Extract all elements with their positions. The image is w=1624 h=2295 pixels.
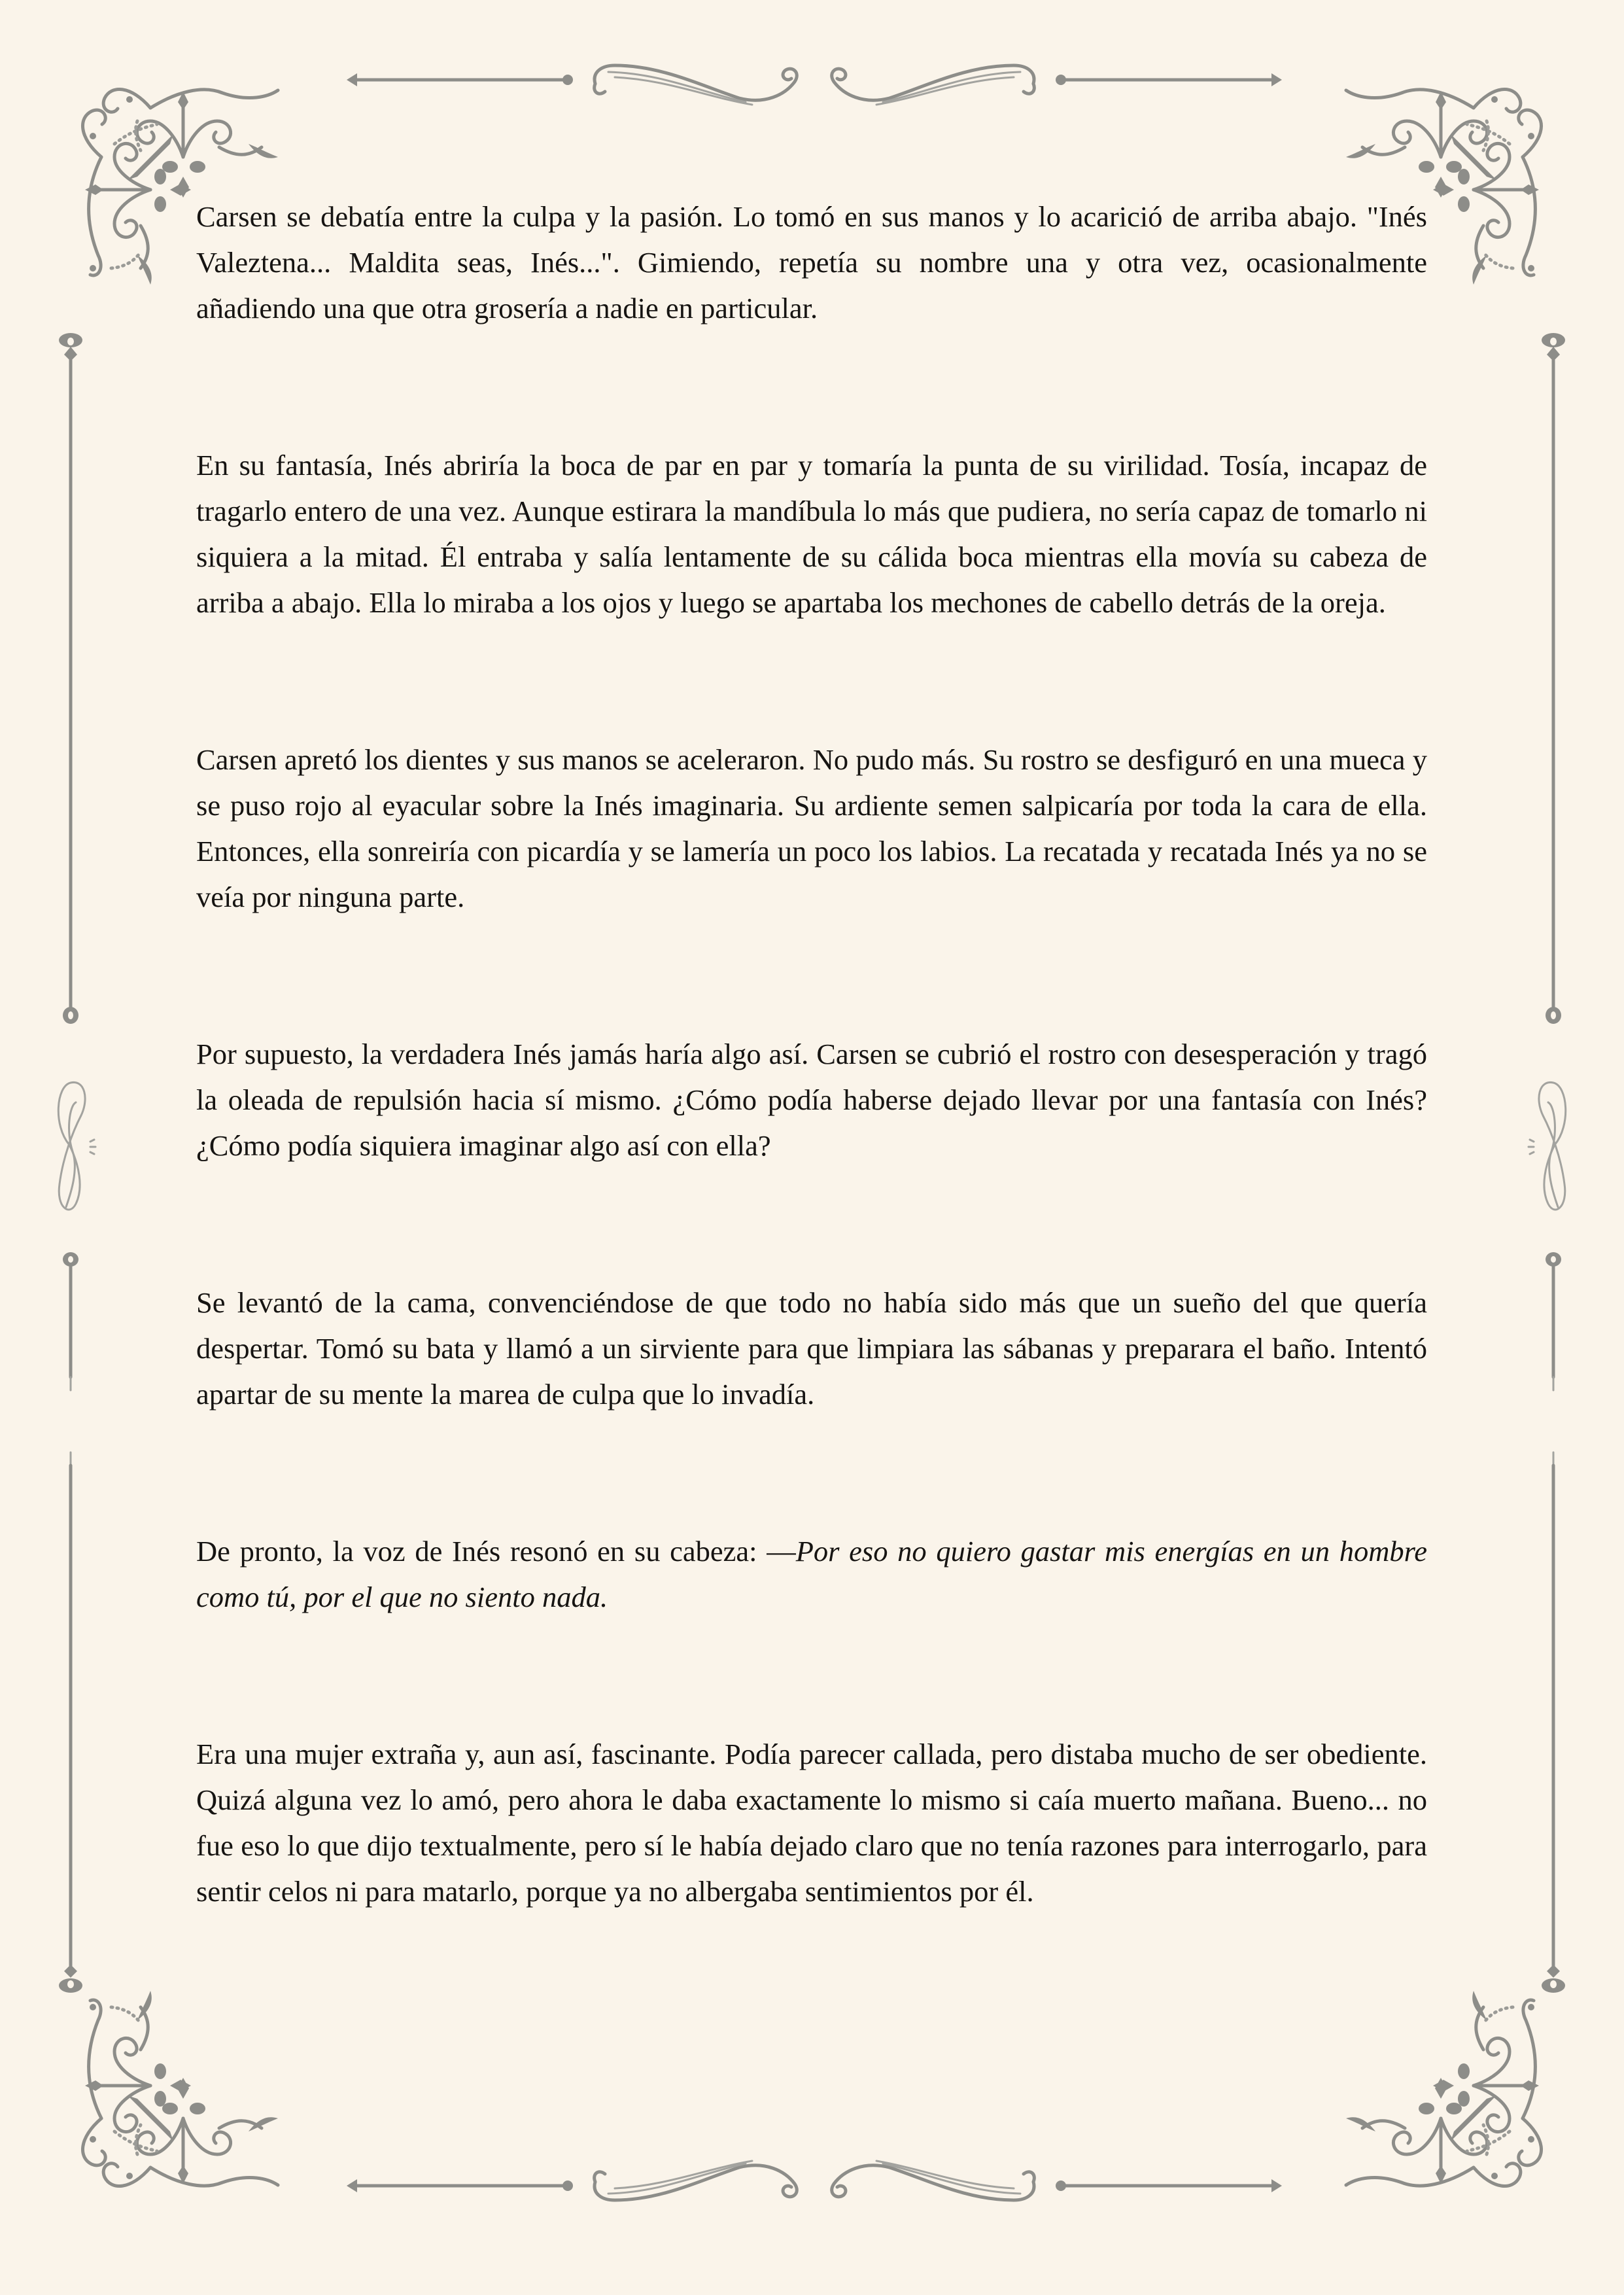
finial-rod-icon bbox=[1534, 327, 1573, 1034]
paragraph-spacer bbox=[196, 1417, 1427, 1528]
paragraph: Carsen apretó los dientes y sus manos se aceleraron. No pudo más. Su rostro se desfiguró en una mueca y se puso rojo al eyacular sobre la Inés imaginaria. Su ardiente semen salpicaría por toda la cara de ella. Entonces, ella sonreiría con picardía y se lamería un poco los labios. La recatada y recatada Inés ya no se veía por ninguna parte. bbox=[196, 743, 1427, 913]
paragraph-spacer bbox=[196, 625, 1427, 737]
finial-rod-icon bbox=[51, 1246, 90, 1999]
scroll-divider-icon bbox=[334, 2148, 1295, 2220]
finial-rod-icon bbox=[1534, 1246, 1573, 1999]
spoken-line: Por eso no quiero gastar mis energías en un hombre como tú, por el que no siento nada. bbox=[196, 1535, 1427, 1613]
infinity-knot-icon bbox=[43, 1060, 95, 1230]
corner-flourish-icon bbox=[1349, 1994, 1572, 2216]
paragraph: En su fantasía, Inés abriría la boca de par en par y tomaría la punta de su virilidad. Tosía, incapaz de tragarlo entero de una vez. Aunque estirara la mandíbula lo más que pudiera, no sería capaz de tomarlo ni siquiera a la mitad. Él entraba y salía lentamente de su cálida boca mientras ella movía su cabeza de arriba a abajo. Ella lo miraba a los ojos y luego se apartaba los mechones de cabello detrás de la oreja. bbox=[196, 449, 1427, 619]
paragraph-spacer bbox=[196, 1168, 1427, 1280]
paragraph-spacer bbox=[196, 920, 1427, 1031]
finial-rod-icon bbox=[51, 327, 90, 1034]
scroll-divider-icon bbox=[334, 46, 1295, 118]
body-text bbox=[196, 194, 1427, 1914]
paragraph-spacer bbox=[196, 331, 1427, 442]
infinity-knot-icon bbox=[1529, 1060, 1581, 1230]
dialogue-paragraph bbox=[196, 1528, 1427, 1620]
paragraph: Se levantó de la cama, convenciéndose de que todo no había sido más que un sueño del que quería despertar. Tomó su bata y llamó a un sirviente para que limpiara las sábanas y preparara el baño. Intentó apartar de su mente la marea de culpa que lo invadía. bbox=[196, 1286, 1427, 1410]
paragraph-spacer bbox=[196, 1620, 1427, 1731]
paragraph: Por supuesto, la verdadera Inés jamás haría algo así. Carsen se cubrió el rostro con desesperación y tragó la oleada de repulsión hacia sí mismo. ¿Cómo podía haberse dejado llevar por una fantasía con Inés? ¿Cómo podía siquiera imaginar algo así con ella? bbox=[196, 1038, 1427, 1162]
paragraph: Era una mujer extraña y, aun así, fascinante. Podía parecer callada, pero distaba mucho de ser obediente. Quizá alguna vez lo amó, pero ahora le daba exactamente lo mismo si caía muerto mañana. Bueno... no fue eso lo que dijo textualmente, pero sí le había dejado claro que no tenía razones para interrogarlo, para sentir celos ni para matarlo, porque ya no albergaba sentimientos por él. bbox=[196, 1738, 1427, 1908]
paragraph: Carsen se debatía entre la culpa y la pasión. Lo tomó en sus manos y lo acarició de arriba abajo. "Inés Valeztena... Maldita seas, Inés...". Gimiendo, repetía su nombre una y otra vez, ocasionalmente añadiendo una que otra grosería a nadie en particular. bbox=[196, 200, 1427, 324]
narration: De pronto, la voz de Inés resonó en su cabeza: — bbox=[196, 1535, 796, 1568]
corner-flourish-icon bbox=[52, 1994, 275, 2216]
